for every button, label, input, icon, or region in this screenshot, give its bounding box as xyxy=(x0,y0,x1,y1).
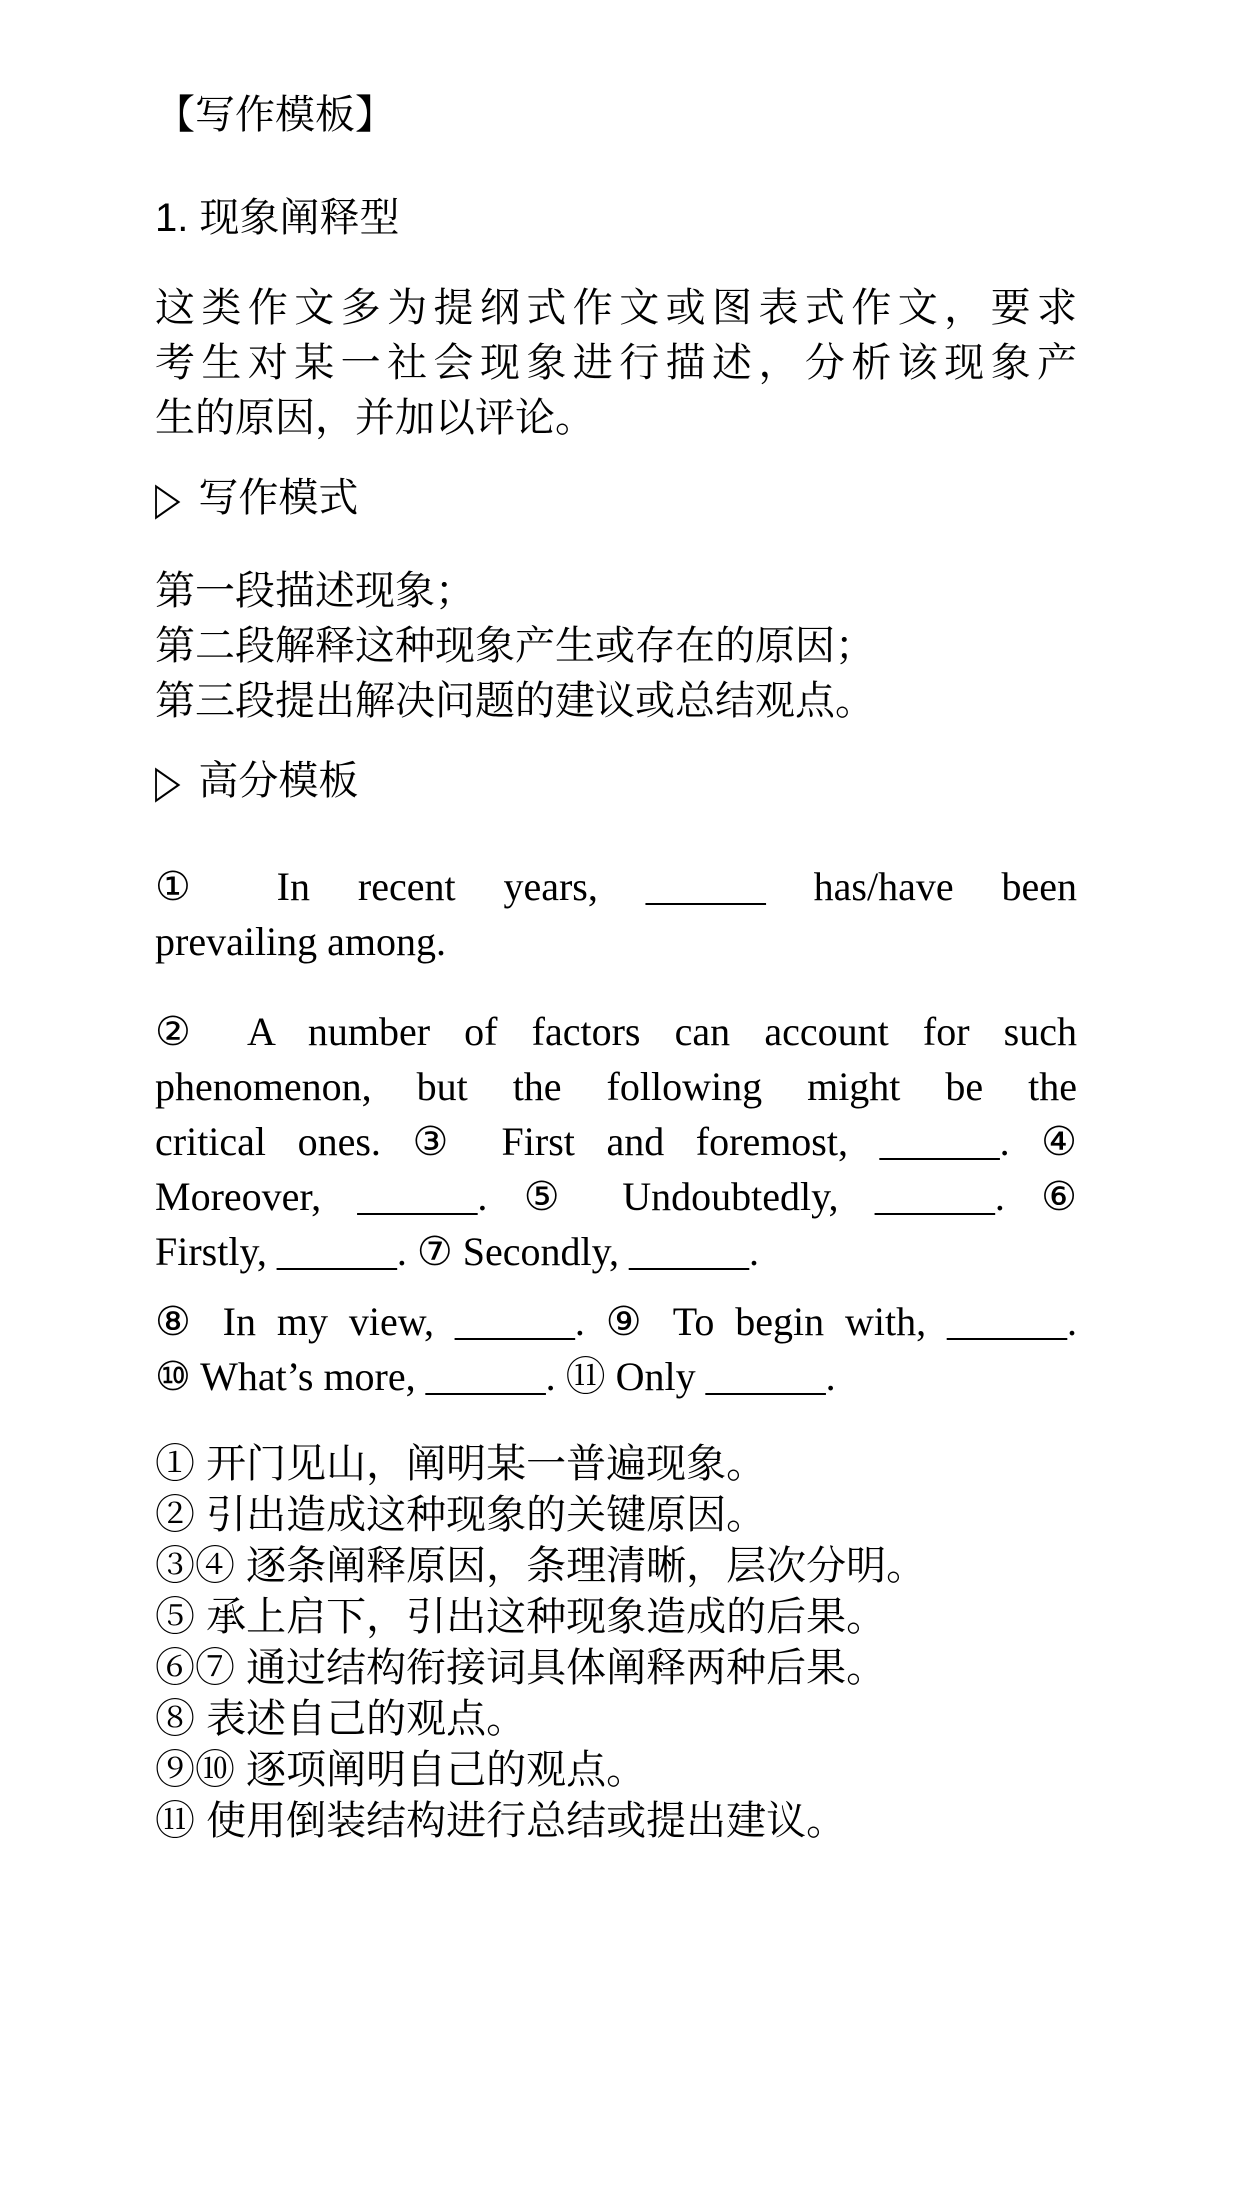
triangle-right-icon: ▷ xyxy=(155,472,181,524)
writing-mode-heading-label: 写作模式 xyxy=(198,476,359,520)
note-item: ⑥⑦ 通过结构衔接词具体阐释两种后果。 xyxy=(155,1646,887,1690)
template-paragraph-2 xyxy=(155,1004,1077,1279)
template-line: ⑧ In my view, ______. ⑨ To begin with, ______. xyxy=(155,1299,1077,1344)
template-line: ② A number of factors can account for such xyxy=(155,1009,1077,1054)
high-score-template-heading-label: 高分模板 xyxy=(198,759,359,803)
note-item: ① 开门见山，阐明某一普遍现象。 xyxy=(155,1442,767,1486)
template-line: Firstly, ______. ⑦ Secondly, ______. xyxy=(155,1229,760,1274)
triangle-right-icon: ▷ xyxy=(155,755,181,807)
template-paragraph-3 xyxy=(155,1294,1077,1404)
writing-mode-item: 第三段提出解决问题的建议或总结观点。 xyxy=(155,679,875,723)
template-line: Moreover, ______. ⑤ Undoubtedly, ______. ⑥ xyxy=(155,1174,1077,1219)
note-item: ⑨⑩ 逐项阐明自己的观点。 xyxy=(155,1748,647,1792)
note-item: ② 引出造成这种现象的关键原因。 xyxy=(155,1493,767,1537)
high-score-template-heading xyxy=(155,754,1077,809)
template-notes-list xyxy=(155,1439,1077,1847)
writing-mode-heading xyxy=(155,471,1077,526)
section-heading: 1. 现象阐释型 xyxy=(155,196,400,240)
writing-mode-list xyxy=(155,564,1077,729)
template-line: ⑩ What’s more, ______. ⑪ Only ______. xyxy=(155,1354,836,1399)
note-item: ③④ 逐条阐释原因，条理清晰，层次分明。 xyxy=(155,1544,927,1588)
intro-line: 考生对某一社会现象进行描述，分析该现象产 xyxy=(155,341,1077,385)
intro-line: 这类作文多为提纲式作文或图表式作文，要求 xyxy=(155,286,1077,330)
note-item: ⑤ 承上启下，引出这种现象造成的后果。 xyxy=(155,1595,887,1639)
writing-mode-item: 第一段描述现象； xyxy=(155,569,475,613)
template-line: critical ones. ③ First and foremost, ______. ④ xyxy=(155,1119,1077,1164)
template-paragraph-1 xyxy=(155,859,1077,969)
template-line: prevailing among. xyxy=(155,919,447,964)
template-line: phenomenon, but the following might be the xyxy=(155,1064,1077,1109)
intro-line: 生的原因，并加以评论。 xyxy=(155,396,595,440)
page-title: 【写作模板】 xyxy=(155,93,395,137)
note-item: ⑧ 表述自己的观点。 xyxy=(155,1697,527,1741)
intro-paragraph xyxy=(155,281,1077,446)
template-line: ① In recent years, ______ has/have been xyxy=(155,864,1077,909)
note-item: ⑪ 使用倒装结构进行总结或提出建议。 xyxy=(155,1799,847,1843)
writing-mode-item: 第二段解释这种现象产生或存在的原因； xyxy=(155,624,875,668)
